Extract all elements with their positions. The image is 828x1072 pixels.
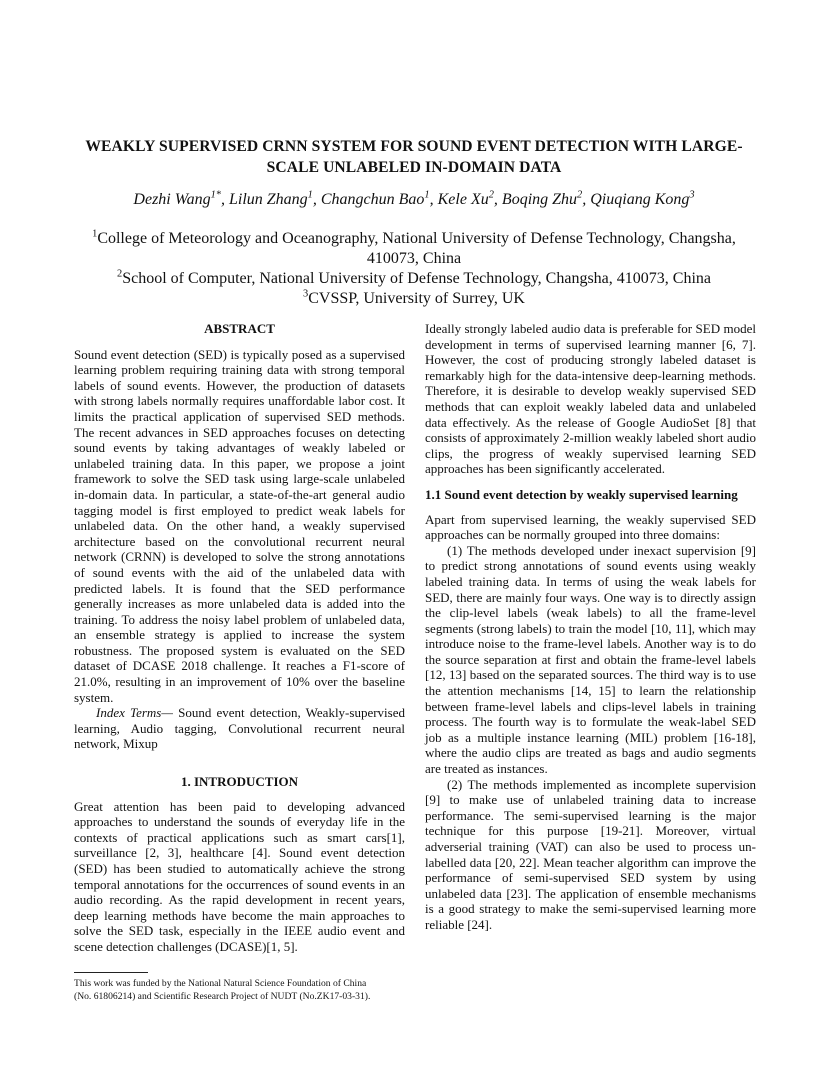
title-line-2: SCALE UNLABELED IN-DOMAIN DATA xyxy=(266,159,562,176)
subsection-heading: 1.1 Sound event detection by weakly supervised learning xyxy=(425,486,738,502)
index-terms-text: Sound event detection, Weakly-supervised learning, Audio tagging, Convolutional recurrent neural network, Mixup xyxy=(74,705,405,752)
intro-heading: 1. INTRODUCTION xyxy=(180,774,298,790)
abstract-text: Sound event detection (SED) is typically posed as a supervised learning problem requiring training data with strong temporal labels of sound events. However, the production of datasets with strong labels normally requires unaffordable labor cost. It limits the practical application of supervised SED methods. The recent advances in SED approaches focuses on detecting sound events by taking advantages of weakly labeled or unlabeled training data. In this paper, we propose a joint framework to solve the SED task using large-scale unlabeled in-domain data. In particular, a state-of-the-art general audio tagging model is first employed to predict weak labels for unlabeled data. On the other hand, a weakly supervised architecture based on the convolutional recurrent neural network (CRNN) is developed to solve the strong annotations of sound events with the aid of the unlabeled data with predicted labels. It is found that the SED performance generally increases as more unlabeled data is added into the training. To address the noisy label problem of unlabeled data, an ensemble strategy is applied to increase the system robustness. The proposed system is evaluated on the SED dataset of DCASE 2018 challenge. It reaches a F1-score of 21.0%, resulting in an improvement of 10% over the baseline system. xyxy=(74,346,405,705)
affiliation-1: $^1$College of Meteorology and Oceanography, National University of Defense Technology, Changsha, xyxy=(92,228,736,247)
affiliation-3: $^3$CVSSP, University of Surrey, UK xyxy=(303,288,525,307)
right-column xyxy=(425,321,756,933)
affiliations xyxy=(40,229,788,309)
funding-footnote: This work was funded by the National Natural Science Foundation of China (No. 61806214) and Scientific Research Project of NUDT (No.ZK17-03-31). xyxy=(74,978,371,1002)
author: Qiuqiang Kong$^3$ xyxy=(590,189,695,208)
right-paragraph-3: (1) The methods developed under inexact supervision [9] to predict strong annotations of sound events using weakly labeled training data. In terms of using the weak labels for SED, there are mainly four ways. One way is to directly assign the clip-level labels (weak labels) to all the frame-level segments (strong labels) to train the model [10, 11], which may introduce noise to the frame-level labels. Another way is to do the source separation at first and obtain the frame-level labels [12, 13] based on the separated sources. The third way is to use the attention mechanisms [14, 15] to learn the relationship between frame-level labels and clips-level labels in training process. The fourth way is to formulate the weak-label SED job as a multiple instance learning (MIL) problem [16-18], where the audio clips are treated as bags and audio segments are treated as instances. xyxy=(425,542,756,777)
index-terms-label: Index Terms— xyxy=(96,705,173,721)
affiliation-2: $^2$School of Computer, National University of Defense Technology, Changsha, 410073, China xyxy=(116,268,711,287)
left-column xyxy=(74,321,405,955)
right-paragraph-1: Ideally strongly labeled audio data is preferable for SED model development in terms of supervised learning manner [6, 7]. However, the cost of producing strongly labeled dataset is remarkably high for the data-intensive deep-learning methods. Therefore, it is desirable to develop weakly supervised SED methods that can exploit weakly labeled data and unlabeled data effectively. As the release of Google AudioSet [8] that consists of approximately 2-million weakly labeled short audio clips, the progress of weakly supervised learning SED approaches has been significantly accelerated. xyxy=(425,321,756,477)
intro-text: Great attention has been paid to developing advanced approaches to understand the sounds of everyday life in the contexts of practical applications such as smart cars[1], surveillance [2, 3], healthcare [4]. Sound event detection (SED) has been studied to automatically achieve the strong temporal annotations for the occurrences of sound events in an audio recording. As the rapid development in recent years, deep learning methods have become the main approaches to solve the SED task, especially in the IEEE audio event and scene detection challenges (DCASE)[1, 5]. xyxy=(74,798,405,954)
author: Kele Xu$^2$ xyxy=(437,189,494,208)
paper-title xyxy=(60,136,768,178)
abstract-heading: ABSTRACT xyxy=(204,321,275,336)
right-paragraph-4: (2) The methods implemented as incomplete supervision [9] to make use of unlabeled training data to increase performance. The semi-supervised learning is the major technique for this purpose [19-21]. Moreover, virtual adverserial training (VAT) can also be used to process un-labelled data [20, 22]. Mean teacher algorithm can improve the performance of semi-supervised SED system by using unlabeled data [23]. The application of ensemble mechanisms is a good strategy to make the semi-supervised learning more reliable [24]. xyxy=(425,776,756,932)
author: Boqing Zhu$^2$ xyxy=(501,189,583,208)
index-terms xyxy=(74,705,405,752)
author: Lilun Zhang$^1$ xyxy=(228,189,313,208)
title-line-1: WEAKLY SUPERVISED CRNN SYSTEM FOR SOUND EVENT DETECTION WITH LARGE- xyxy=(85,138,743,155)
author-list: Dezhi Wang$^{1*}$, Lilun Zhang$^1$, Changchun Bao$^1$, Kele Xu$^2$, Boqing Zhu$^2$, Qiuqiang Kong$^3$ xyxy=(133,189,695,208)
footnote-divider xyxy=(74,972,148,973)
author: Dezhi Wang$^{1*}$ xyxy=(133,189,221,208)
right-paragraph-2: Apart from supervised learning, the weakly supervised SED approaches can be normally grouped into three domains: xyxy=(425,511,756,543)
affiliation-1-cont: 410073, China xyxy=(366,250,462,267)
author: Changchun Bao$^1$ xyxy=(320,189,430,208)
